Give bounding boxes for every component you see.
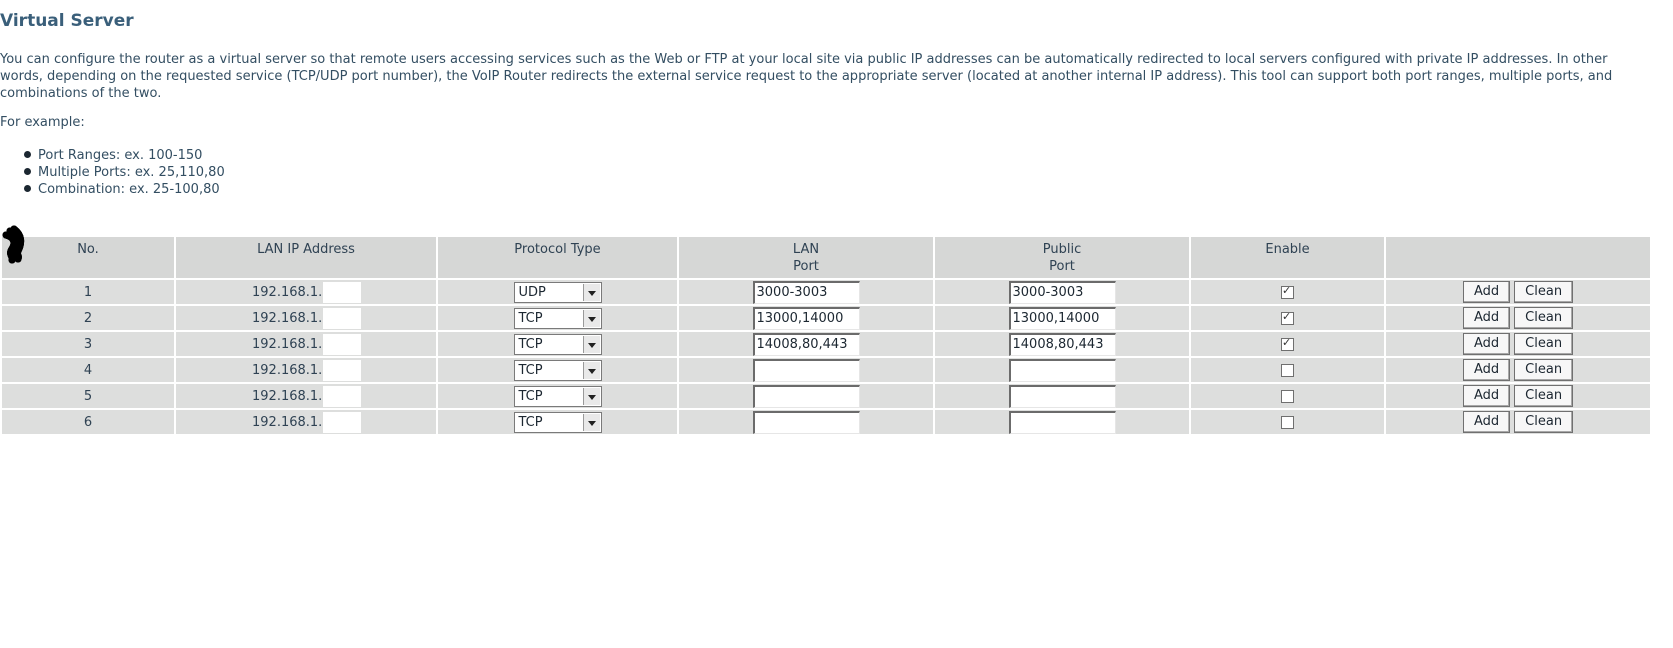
chevron-down-icon[interactable] xyxy=(583,414,600,431)
action-buttons xyxy=(1463,385,1573,407)
example-combination: Combination: ex. 25-100,80 xyxy=(22,181,225,198)
public-port-input[interactable] xyxy=(1009,359,1116,382)
protocol-select[interactable] xyxy=(514,334,602,355)
ip-field-group xyxy=(252,334,361,355)
protocol-select-value: TCP xyxy=(518,310,543,326)
header-protocol: Protocol Type xyxy=(437,236,678,279)
add-button[interactable]: Add xyxy=(1463,385,1510,407)
row-lan-ip xyxy=(175,305,437,331)
row-public-port xyxy=(934,305,1190,331)
lan-port-input[interactable]: 13000,14000 xyxy=(753,307,860,330)
ip-field-group xyxy=(252,282,361,303)
row-enable xyxy=(1190,383,1385,409)
example-port-ranges: Port Ranges: ex. 100-150 xyxy=(22,147,225,164)
table-row xyxy=(1,279,1651,305)
row-lan-ip xyxy=(175,279,437,305)
header-actions xyxy=(1385,236,1651,279)
public-port-input[interactable] xyxy=(1009,385,1116,408)
row-no: 5 xyxy=(1,383,175,409)
lan-port-input[interactable]: 3000-3003 xyxy=(753,281,860,304)
header-public-port xyxy=(934,236,1190,279)
table-row xyxy=(1,331,1651,357)
ip-field-group xyxy=(252,412,361,433)
header-lan-port-line2: Port xyxy=(793,259,819,274)
ip-suffix-input[interactable] xyxy=(323,334,361,355)
row-enable xyxy=(1190,409,1385,435)
protocol-select-value: TCP xyxy=(518,362,543,378)
row-enable xyxy=(1190,279,1385,305)
header-lan-port-line1: LAN xyxy=(792,242,820,257)
ip-field-group xyxy=(252,308,361,329)
add-button[interactable]: Add xyxy=(1463,281,1510,303)
protocol-select[interactable] xyxy=(514,282,602,303)
row-actions xyxy=(1385,409,1651,435)
table-row xyxy=(1,305,1651,331)
row-lan-port xyxy=(678,331,934,357)
lan-port-input[interactable] xyxy=(753,359,860,382)
action-buttons xyxy=(1463,281,1573,303)
chevron-down-icon[interactable] xyxy=(583,336,600,353)
ip-suffix-input[interactable] xyxy=(323,386,361,407)
table-body xyxy=(1,279,1651,435)
row-lan-ip xyxy=(175,331,437,357)
row-public-port xyxy=(934,357,1190,383)
ip-suffix-input[interactable] xyxy=(323,308,361,329)
row-protocol xyxy=(437,331,678,357)
protocol-select-value: UDP xyxy=(518,284,546,300)
row-actions xyxy=(1385,357,1651,383)
ip-field-group xyxy=(252,360,361,381)
row-lan-ip xyxy=(175,357,437,383)
protocol-select-value: TCP xyxy=(518,336,543,352)
example-multiple-ports: Multiple Ports: ex. 25,110,80 xyxy=(22,164,225,181)
clean-button[interactable]: Clean xyxy=(1514,385,1573,407)
row-protocol xyxy=(437,357,678,383)
row-protocol xyxy=(437,383,678,409)
protocol-select[interactable] xyxy=(514,308,602,329)
row-lan-port xyxy=(678,357,934,383)
lan-port-input[interactable] xyxy=(753,385,860,408)
row-lan-port xyxy=(678,383,934,409)
row-public-port xyxy=(934,279,1190,305)
clean-button[interactable]: Clean xyxy=(1514,333,1573,355)
row-lan-port xyxy=(678,279,934,305)
row-public-port xyxy=(934,331,1190,357)
header-no: No. xyxy=(1,236,175,279)
example-label: For example: xyxy=(0,115,85,130)
ip-prefix: 192.168.1. xyxy=(252,388,323,404)
row-lan-port xyxy=(678,409,934,435)
row-actions xyxy=(1385,331,1651,357)
clean-button[interactable]: Clean xyxy=(1514,359,1573,381)
enable-checkbox[interactable] xyxy=(1281,364,1294,377)
protocol-select[interactable] xyxy=(514,360,602,381)
row-public-port xyxy=(934,409,1190,435)
enable-checkbox[interactable] xyxy=(1281,286,1294,299)
row-no: 3 xyxy=(1,331,175,357)
header-lan-port xyxy=(678,236,934,279)
public-port-input[interactable]: 3000-3003 xyxy=(1009,281,1116,304)
lan-port-input[interactable] xyxy=(753,411,860,434)
row-no: 6 xyxy=(1,409,175,435)
page-description: You can configure the router as a virtual server so that remote users accessing services such as the Web or FTP at your local site via public IP addresses can be automatically redirected to local servers configured with private IP addresses. In other words, depending on the requested service (TCP/UDP port number), the VoIP Router redirects the external service request to the appropriate server (located at another internal IP address). This tool can support both port ranges, multiple ports, and combinations of the two. xyxy=(0,52,1613,101)
row-enable xyxy=(1190,331,1385,357)
action-buttons xyxy=(1463,411,1573,433)
virtual-server-table xyxy=(0,235,1652,436)
clean-button[interactable]: Clean xyxy=(1514,307,1573,329)
protocol-select-value: TCP xyxy=(518,388,543,404)
row-enable xyxy=(1190,305,1385,331)
ip-prefix: 192.168.1. xyxy=(252,336,323,352)
row-protocol xyxy=(437,305,678,331)
ip-suffix-input[interactable] xyxy=(323,282,361,303)
ip-field-group xyxy=(252,386,361,407)
lan-port-input[interactable]: 14008,80,443 xyxy=(753,333,860,356)
row-lan-ip xyxy=(175,409,437,435)
protocol-select[interactable] xyxy=(514,386,602,407)
header-public-port-line2: Port xyxy=(1049,259,1075,274)
enable-checkbox[interactable] xyxy=(1281,390,1294,403)
row-lan-ip xyxy=(175,383,437,409)
enable-checkbox[interactable] xyxy=(1281,312,1294,325)
table-row xyxy=(1,383,1651,409)
row-lan-port xyxy=(678,305,934,331)
row-actions xyxy=(1385,279,1651,305)
row-public-port xyxy=(934,383,1190,409)
add-button[interactable]: Add xyxy=(1463,411,1510,433)
chevron-down-icon[interactable] xyxy=(583,284,600,301)
protocol-select[interactable] xyxy=(514,412,602,433)
public-port-input[interactable]: 13000,14000 xyxy=(1009,307,1116,330)
add-button[interactable]: Add xyxy=(1463,333,1510,355)
add-button[interactable]: Add xyxy=(1463,359,1510,381)
example-list xyxy=(22,147,225,198)
row-enable xyxy=(1190,357,1385,383)
table-header-row xyxy=(1,236,1651,279)
ip-prefix: 192.168.1. xyxy=(252,414,323,430)
chevron-down-icon[interactable] xyxy=(583,362,600,379)
row-protocol xyxy=(437,409,678,435)
action-buttons xyxy=(1463,307,1573,329)
clean-button[interactable]: Clean xyxy=(1514,411,1573,433)
clean-button[interactable]: Clean xyxy=(1514,281,1573,303)
row-no: 1 xyxy=(1,279,175,305)
enable-checkbox[interactable] xyxy=(1281,338,1294,351)
table-row xyxy=(1,409,1651,435)
row-actions xyxy=(1385,305,1651,331)
protocol-select-value: TCP xyxy=(518,414,543,430)
row-protocol xyxy=(437,279,678,305)
virtual-server-table-container xyxy=(0,235,1650,430)
public-port-input[interactable]: 14008,80,443 xyxy=(1009,333,1116,356)
header-enable: Enable xyxy=(1190,236,1385,279)
action-buttons xyxy=(1463,359,1573,381)
page-title: Virtual Server xyxy=(0,11,134,31)
chevron-down-icon[interactable] xyxy=(583,310,600,327)
ip-prefix: 192.168.1. xyxy=(252,284,323,300)
table-row xyxy=(1,357,1651,383)
action-buttons xyxy=(1463,333,1573,355)
chevron-down-icon[interactable] xyxy=(583,388,600,405)
row-no: 2 xyxy=(1,305,175,331)
ip-prefix: 192.168.1. xyxy=(252,362,323,378)
ip-suffix-input[interactable] xyxy=(323,412,361,433)
redaction-scribble-icon xyxy=(0,229,32,261)
row-actions xyxy=(1385,383,1651,409)
header-lan-ip: LAN IP Address xyxy=(175,236,437,279)
row-no: 4 xyxy=(1,357,175,383)
public-port-input[interactable] xyxy=(1009,411,1116,434)
enable-checkbox[interactable] xyxy=(1281,416,1294,429)
header-public-port-line1: Public xyxy=(1042,242,1082,257)
ip-prefix: 192.168.1. xyxy=(252,310,323,326)
add-button[interactable]: Add xyxy=(1463,307,1510,329)
ip-suffix-input[interactable] xyxy=(323,360,361,381)
